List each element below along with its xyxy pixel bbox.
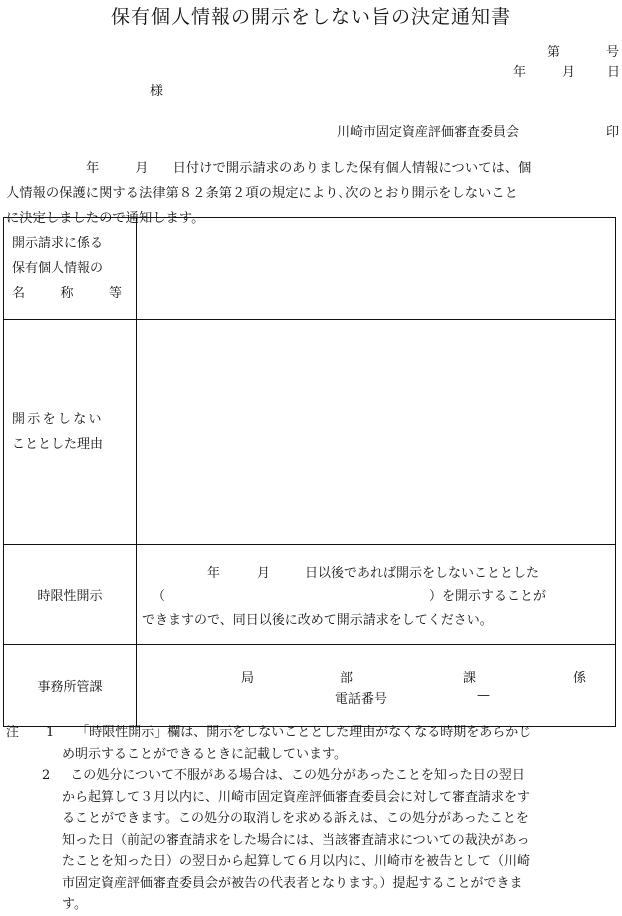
intro-line-1 [6,156,614,181]
value-info-name[interactable] [137,218,616,320]
timed-paren-close: ）を開示することが [429,589,547,604]
dept-ka: 課 [463,671,477,686]
intro-line-1-rest: 日付けで開示請求のありました保有個人情報については、個 [172,161,532,176]
value-reason[interactable] [137,320,616,545]
date-year: 年 [513,65,527,80]
label-info-name-line-1: 開示請求に係る [12,236,104,251]
intro-line-2: 人情報の保護に関する法律第８２条第２項の規定により､次のとおり開示をしないこと [6,186,518,201]
label-department [4,645,137,727]
intro-year: 年 [86,161,100,176]
date-month: 月 [562,65,576,80]
label-reason-line-1: 開示をしない [12,412,104,427]
note-1-line-2: め明示することができるときに記載しています。 [62,746,347,762]
note-1-line-1-text: 「時限性開示」欄は、開示をしないこととした理由がなくなる時期をあらかじ [76,725,532,740]
value-timed-disclosure [137,545,616,645]
timed-month: 月 [257,566,271,581]
note-2-number: 2 [42,768,51,783]
label-info-name-line-3 [12,281,122,306]
label-reason [4,320,137,545]
timed-paren-open: （ [152,589,166,604]
disclosure-table [3,217,616,727]
intro-month: 月 [135,161,149,176]
note-1-number: 1 [46,725,55,740]
addressee-sama: 様 [150,84,164,99]
dept-kyoku: 局 [241,671,255,686]
timed-line-1-rest: 日以後であれば開示をしないこととした [305,566,540,581]
note-2-line-1-text: この処分について不服がある場合は、この処分があったことを知った日の翌日 [70,768,525,783]
row-reason [4,320,616,545]
phone-dash: — [477,688,490,703]
label-department-text: 事務所管課 [37,680,103,695]
note-2-line-2: から起算して３月以内に、川崎市固定資産評価審査委員会に対して審査請求をす [62,789,531,805]
dept-bu: 部 [340,671,354,686]
date-day: 日 [607,65,621,80]
number-dai: 第 [547,45,561,60]
label-char-to: 等 [108,286,122,301]
intro-line-3: に決定しましたので通知します。 [6,211,205,226]
value-department [137,645,616,727]
timed-year: 年 [207,566,221,581]
seal-mark: 印 [606,125,620,140]
notes-section [6,722,618,916]
document-title: 保有個人情報の開示をしない旨の決定通知書 [110,6,511,28]
number-go: 号 [606,45,620,60]
notes-prefix: 注 [6,725,20,740]
note-2-line-4: 知った日（前記の審査請求をした場合には、当該審査請求についての裁決があっ [62,832,530,848]
note-1-line-1 [6,722,618,744]
dept-kakari: 係 [573,671,587,686]
label-info-name [4,218,137,320]
note-2-line-6: 市固定資産評価審査委員会が被告の代表者となります。）提起することができま [62,875,523,891]
label-timed-disclosure-text: 時限性開示 [37,589,103,604]
note-2-line-5: たことを知った日）の翌日から起算して６月以内に、川崎市を被告として（川崎 [62,854,531,869]
note-2-line-3: ることができます。この処分の取消しを求める訴えは、この処分があったことを [62,811,529,826]
row-timed-disclosure [4,545,616,645]
row-department [4,645,616,727]
label-reason-line-2: こととした理由 [12,437,104,452]
label-info-name-line-2: 保有個人情報の [12,261,104,276]
note-2-line-7: す。 [62,897,87,912]
label-timed-disclosure [4,545,137,645]
timed-line-3: できますので、同日以後に改めて開示請求をしてください。 [142,613,493,628]
note-2-line-1 [6,765,618,787]
label-char-sho: 称 [60,286,74,301]
label-char-na: 名 [12,286,26,301]
issuer-name: 川崎市固定資産評価審査委員会 [337,125,520,140]
phone-label: 電話番号 [335,692,388,707]
row-info-name [4,218,616,320]
